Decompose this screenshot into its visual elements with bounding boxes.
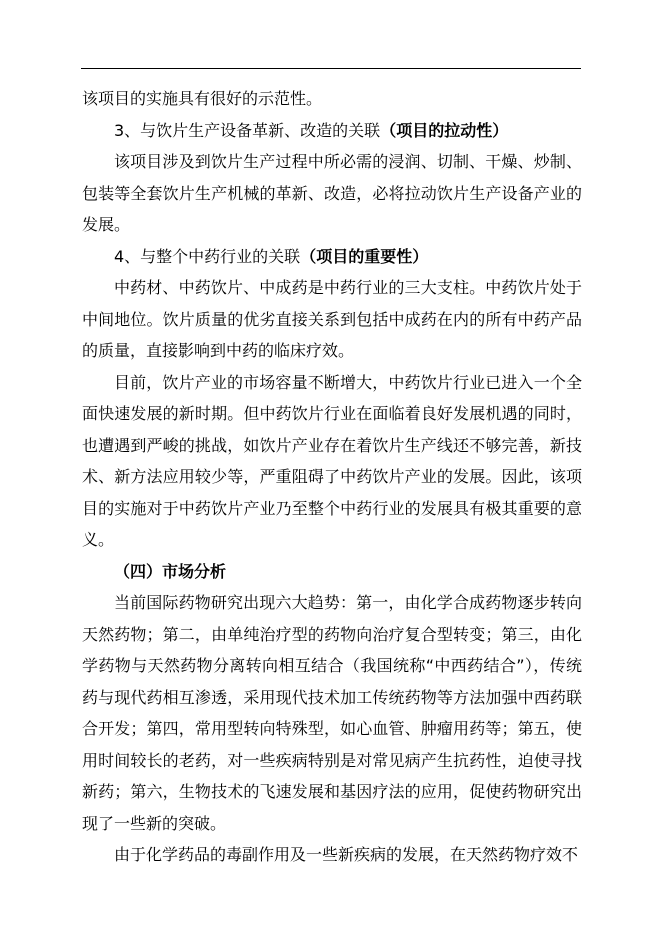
paragraph-chemical-drugs: 由于化学药品的毒副作用及一些新疾病的发展，在天然药物疗效不 (114, 845, 579, 864)
paragraph-market-status: 目前，饮片产业的市场容量不断增大，中药饮片行业已进入一个全面快速发展的新时期。但中药饮片行业在面临着良好发展机遇的同时，也遭遇到严峻的挑战，如饮片产业存在着饮片生产线还不够完善，新技术、新方法应用较少等，严重阻碍了中药饮片产业的发展。因此，该项目的实施对于中药饮片产业乃至整个中药行业的发展具有极其重要的意义。 (82, 372, 582, 549)
heading-3-emphasis: （项目的拉动性） (380, 120, 509, 140)
paragraph-continuation: 该项目的实施具有很好的示范性。 (82, 89, 323, 108)
section-heading-market-analysis: （四）市场分析 (114, 561, 227, 581)
section-heading-4 (82, 241, 582, 273)
heading-3-text: 3、与饮片生产设备革新、改造的关联 (114, 120, 381, 140)
paragraph-industry-pillars: 中药材、中药饮片、中成药是中药行业的三大支柱。中药饮片处于中间地位。饮片质量的优劣直接关系到包括中成药在内的所有中药产品的质量，直接影响到中药的临床疗效。 (82, 278, 582, 360)
paragraph-equipment: 该项目涉及到饮片生产过程中所必需的浸润、切制、干燥、炒制、包装等全套饮片生产机械的革新、改造，必将拉动饮片生产设备产业的发展。 (82, 152, 582, 234)
header-rule (81, 68, 581, 69)
paragraph-six-trends: 当前国际药物研究出现六大趋势：第一，由化学合成药物逐步转向天然药物；第二，由单纯治疗型的药物向治疗复合型转变；第三，由化学药物与天然药物分离转向相互结合（我国统称“中西药结合”），传统药与现代药相互渗透，采用现代技术加工传统药物等方法加强中西药联合开发；第四，常用型转向特殊型，如心血管、肿瘤用药等；第五，使用时间较长的老药，对一些疾病特别是对常见病产生抗药性，迫使寻找新药；第六，生物技术的飞速发展和基因疗法的应用，促使药物研究出现了一些新的突破。 (82, 593, 582, 833)
section-heading-3 (82, 115, 582, 147)
body-text (82, 83, 582, 871)
heading-4-emphasis: （项目的重要性） (300, 246, 429, 266)
heading-4-text: 4、与整个中药行业的关联 (114, 246, 301, 266)
